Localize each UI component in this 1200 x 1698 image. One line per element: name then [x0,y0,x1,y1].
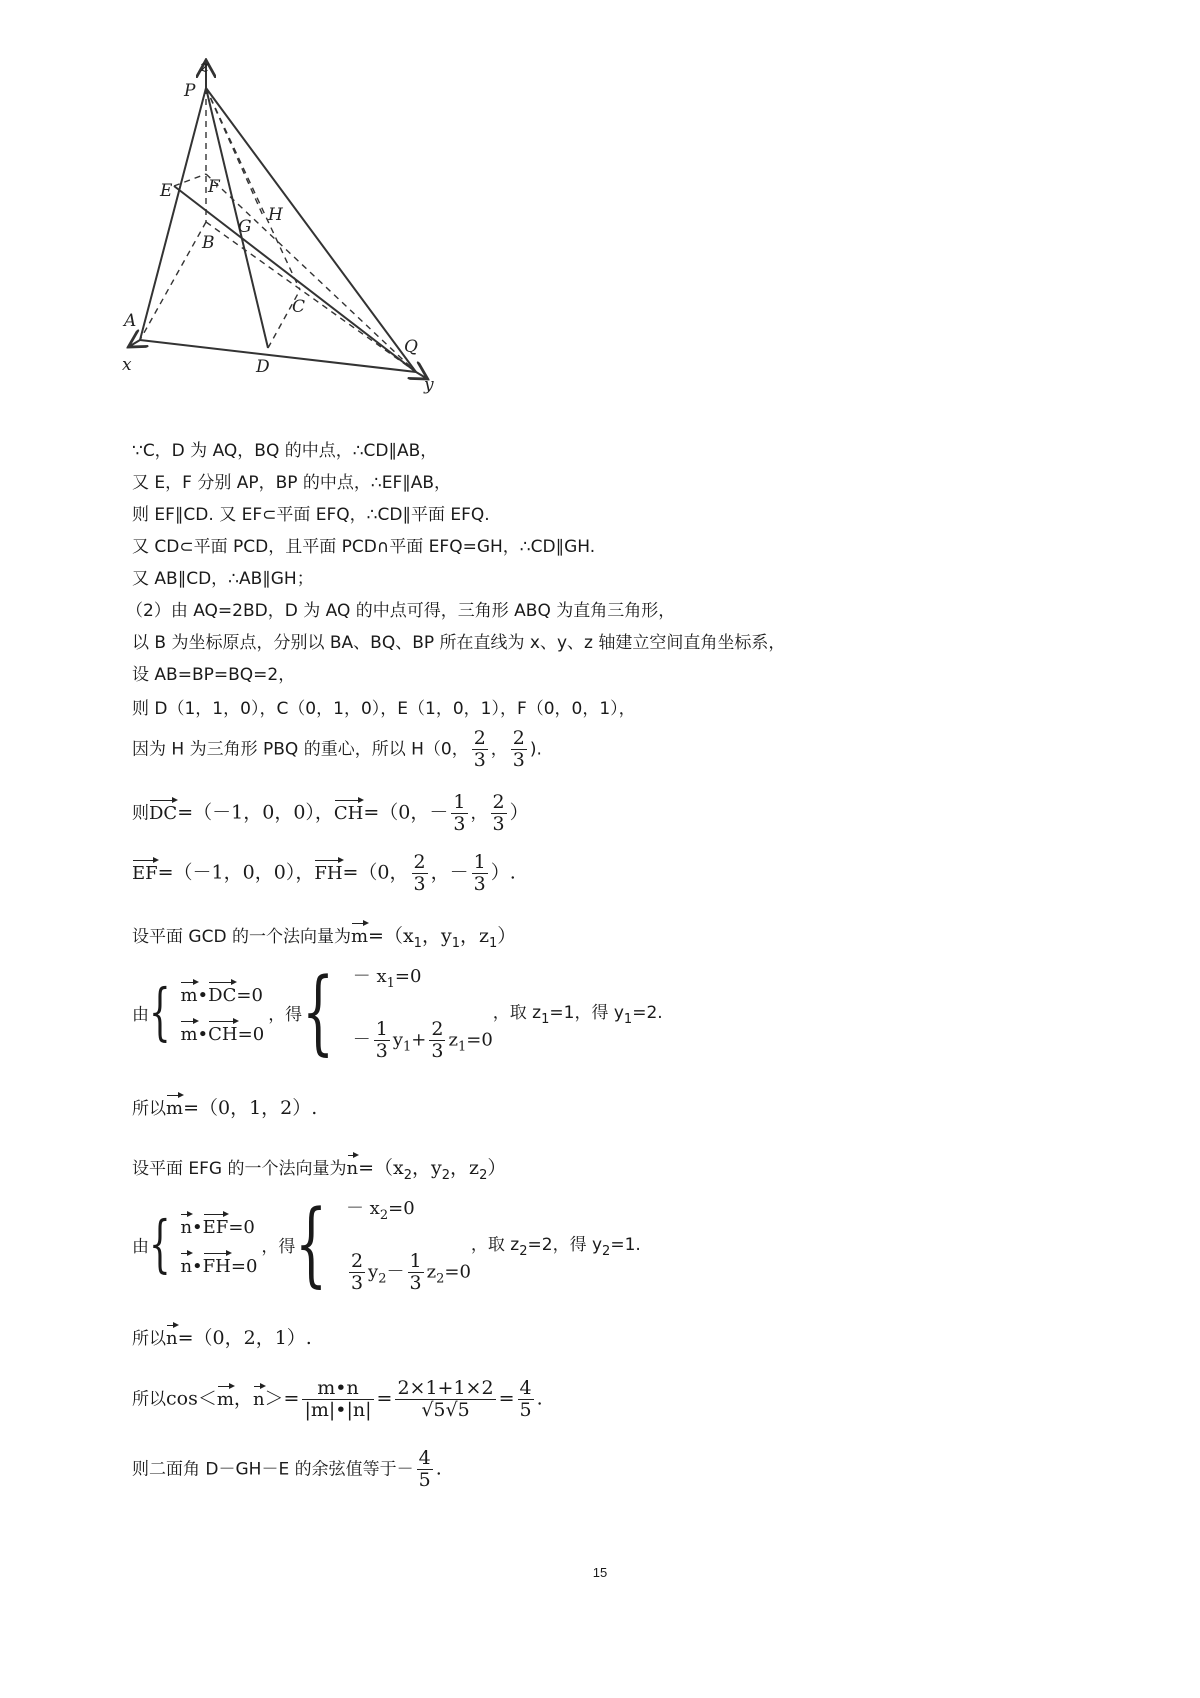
n-def: ，y [412,1157,442,1179]
cond-row: n•FH=0 [180,1250,257,1277]
sub: 2 [403,1168,413,1183]
n-def: =（x [358,1157,404,1179]
text-line-5: 又 AB∥CD，∴AB∥GH； [132,569,314,589]
label-x: x [122,355,132,375]
label-y: y [424,375,434,395]
label-F: F [208,177,220,197]
cosine-line [132,1378,543,1421]
n-def: ） [487,1157,507,1179]
frac-2-3: $\frac{2}{3}$ [473,727,486,771]
frac-4-5: $\frac{4}{5}$ [519,1377,532,1421]
brace-icon: { [302,958,335,1065]
label-B: B [202,233,215,253]
sub: 1 [413,936,422,951]
fh-sep: ，－ [430,861,469,884]
label-A: A [124,311,137,331]
cond-row: m•CH=0 [180,1018,264,1045]
ch-close: ） [509,801,529,824]
suoyi: 所以 [132,1329,166,1349]
vector-dc-ch-line: 则DC=（－1，0，0），CH=（0，－ $\frac{1}{3}$ ， $\frac{2}{3}$ ） [132,791,529,835]
frac-2-3: $\frac{2}{3}$ [512,727,525,771]
label-E: E [160,181,173,201]
brace-icon: { [295,1190,328,1297]
eq-row: － $x_1=0$ [352,966,422,991]
de-label: ，得 [268,1004,303,1025]
n-def: ，z [450,1157,480,1179]
you-label: 由 [132,1004,149,1025]
vector-ch: CH [334,797,363,825]
take-2: ，取 $z_2=2$，得 $y_2=1$. [470,1234,641,1259]
text-line-7: 以 B 为坐标原点，分别以 BA、BQ、BP 所在直线为 x、y、z 轴建立空间直角坐标系， [132,633,786,653]
brace-icon: { [149,975,171,1048]
frac-2-3: $\frac{2}{3}$ [492,791,505,835]
you-label: 由 [132,1236,149,1257]
n-result: =（0，2，1）. [177,1327,312,1349]
frac-1-3: $\frac{1}{3}$ [453,791,466,835]
label-H: H [268,205,283,225]
de-label: ，得 [261,1236,296,1257]
gcd-normal-line [132,920,516,955]
efg-text: 设平面 EFG 的一个法向量为 [132,1159,347,1179]
frac-1-3: $\frac{1}{3}$ [473,851,486,895]
h-close: ). [529,739,542,760]
cos-close: ＞= [264,1387,300,1410]
eq-row: － $x_2=0$ [345,1198,415,1223]
text-line-8: 设 AB=BP=BQ=2， [132,665,296,685]
cos-fraction-2: $\frac{2\times 1+1\times 2}{√5√5}$ [397,1377,494,1421]
system-1 [132,958,663,1066]
end: . [536,1387,543,1410]
m-result: =（0，1，2）. [183,1097,318,1119]
m-result-line [132,1092,317,1120]
sub: 1 [451,936,460,951]
text-line-1: ∵C，D 为 AQ，BQ 的中点，∴CD∥AB， [132,441,438,461]
sub: 2 [441,1168,451,1183]
eq-row: － $\frac{1}{3}$ $y_1+$ $\frac{2}{3}$ $z_1=0$ [352,1018,493,1062]
label-P: P [184,81,196,101]
frac-4-5: $\frac{4}{5}$ [418,1447,431,1491]
text-line-3: 则 EF∥CD. 又 EF⊂平面 EFQ，∴CD∥平面 EFQ. [132,505,490,525]
vector-n: n [166,1322,178,1350]
cond-row: m•DC=0 [180,979,264,1006]
system-2-conditions [180,1211,257,1277]
cos-fraction: $\frac{m•n}{|m|•|n|}$ [304,1377,372,1421]
text-line-9: 则 D（1，1，0），C（0，1，0），E（1，0，1），F（0，0，1）， [132,699,636,719]
suoyi: 所以 [132,1099,166,1119]
label-C: C [292,297,306,317]
sub: 1 [488,936,498,951]
label-Q: Q [404,337,418,357]
vector-fh: FH [314,857,342,885]
suoyi: 所以 [132,1389,166,1410]
m-def: ，z [459,925,489,947]
m-def: =（x [368,925,414,947]
eq-row: $\frac{2}{3}$ $y_2-$ $\frac{1}{3}$ $z_2=0$ [350,1250,471,1294]
final-answer-line [132,1448,442,1491]
vector-ef-fh-line [132,852,516,895]
ch-value: =（0，－ [363,801,449,824]
n-result-line [132,1322,312,1350]
pyramid-figure [118,52,478,430]
page-number: 15 [592,1565,608,1580]
pyramid-diagram [118,52,478,430]
dc-value: =（－1，0，0）， [177,801,334,824]
vector-n: n [253,1383,265,1411]
system-2-equations [346,1194,471,1294]
vector-m: m [166,1092,183,1120]
fh-close: ）. [490,861,516,884]
system-1-equations [353,962,493,1062]
vector-dc: DC [149,797,177,825]
system-2 [132,1190,641,1298]
label-D: D [256,357,270,377]
brace-icon: { [149,1207,171,1280]
vector-m: m [351,920,368,948]
label-G: G [238,217,252,237]
text-line-6: （2）由 AQ=2BD，D 为 AQ 的中点可得，三角形 ABQ 为直角三角形， [126,601,676,621]
vector-m: m [217,1383,234,1411]
system-1-conditions [180,979,264,1045]
vector-ef: EF [132,857,158,885]
m-def: ，y [421,925,452,947]
fh-value: =（0， [342,861,409,884]
cond-row: n•EF=0 [180,1211,257,1238]
sub: 2 [479,1168,488,1183]
cos-open: cos＜ [166,1387,217,1410]
ef-value: =（－1，0，0）， [157,861,315,884]
text-line-4: 又 CD⊂平面 PCD，且平面 PCD∩平面 EFQ=GH，∴CD∥GH. [132,537,596,557]
h-centroid-line: 因为 H 为三角形 PBQ 的重心，所以 H（0， $\frac{2}{3}$ ， $\frac{2}{3}$ ). [132,727,542,771]
cos-sep: ， [233,1387,253,1410]
m-def: ） [497,925,517,947]
text-line-2: 又 E，F 分别 AP，BP 的中点，∴EF∥AB， [132,473,452,493]
label-z: z [200,57,209,77]
take-1: ，取 $z_1=1$，得 $y_1=2$. [492,1002,663,1027]
eq: = [498,1387,515,1410]
vector-n: n [347,1152,359,1180]
ze-label: 则 [132,803,149,824]
h-intro: 因为 H 为三角形 PBQ 的重心，所以 H（0， [132,739,469,760]
end: . [435,1457,442,1480]
eq: = [376,1387,393,1410]
gcd-text: 设平面 GCD 的一个法向量为 [132,927,351,947]
final-text: 则二面角 D－GH－E 的余弦值等于－ [132,1459,414,1480]
efg-normal-line [132,1152,506,1187]
frac-2-3: $\frac{2}{3}$ [413,851,426,895]
